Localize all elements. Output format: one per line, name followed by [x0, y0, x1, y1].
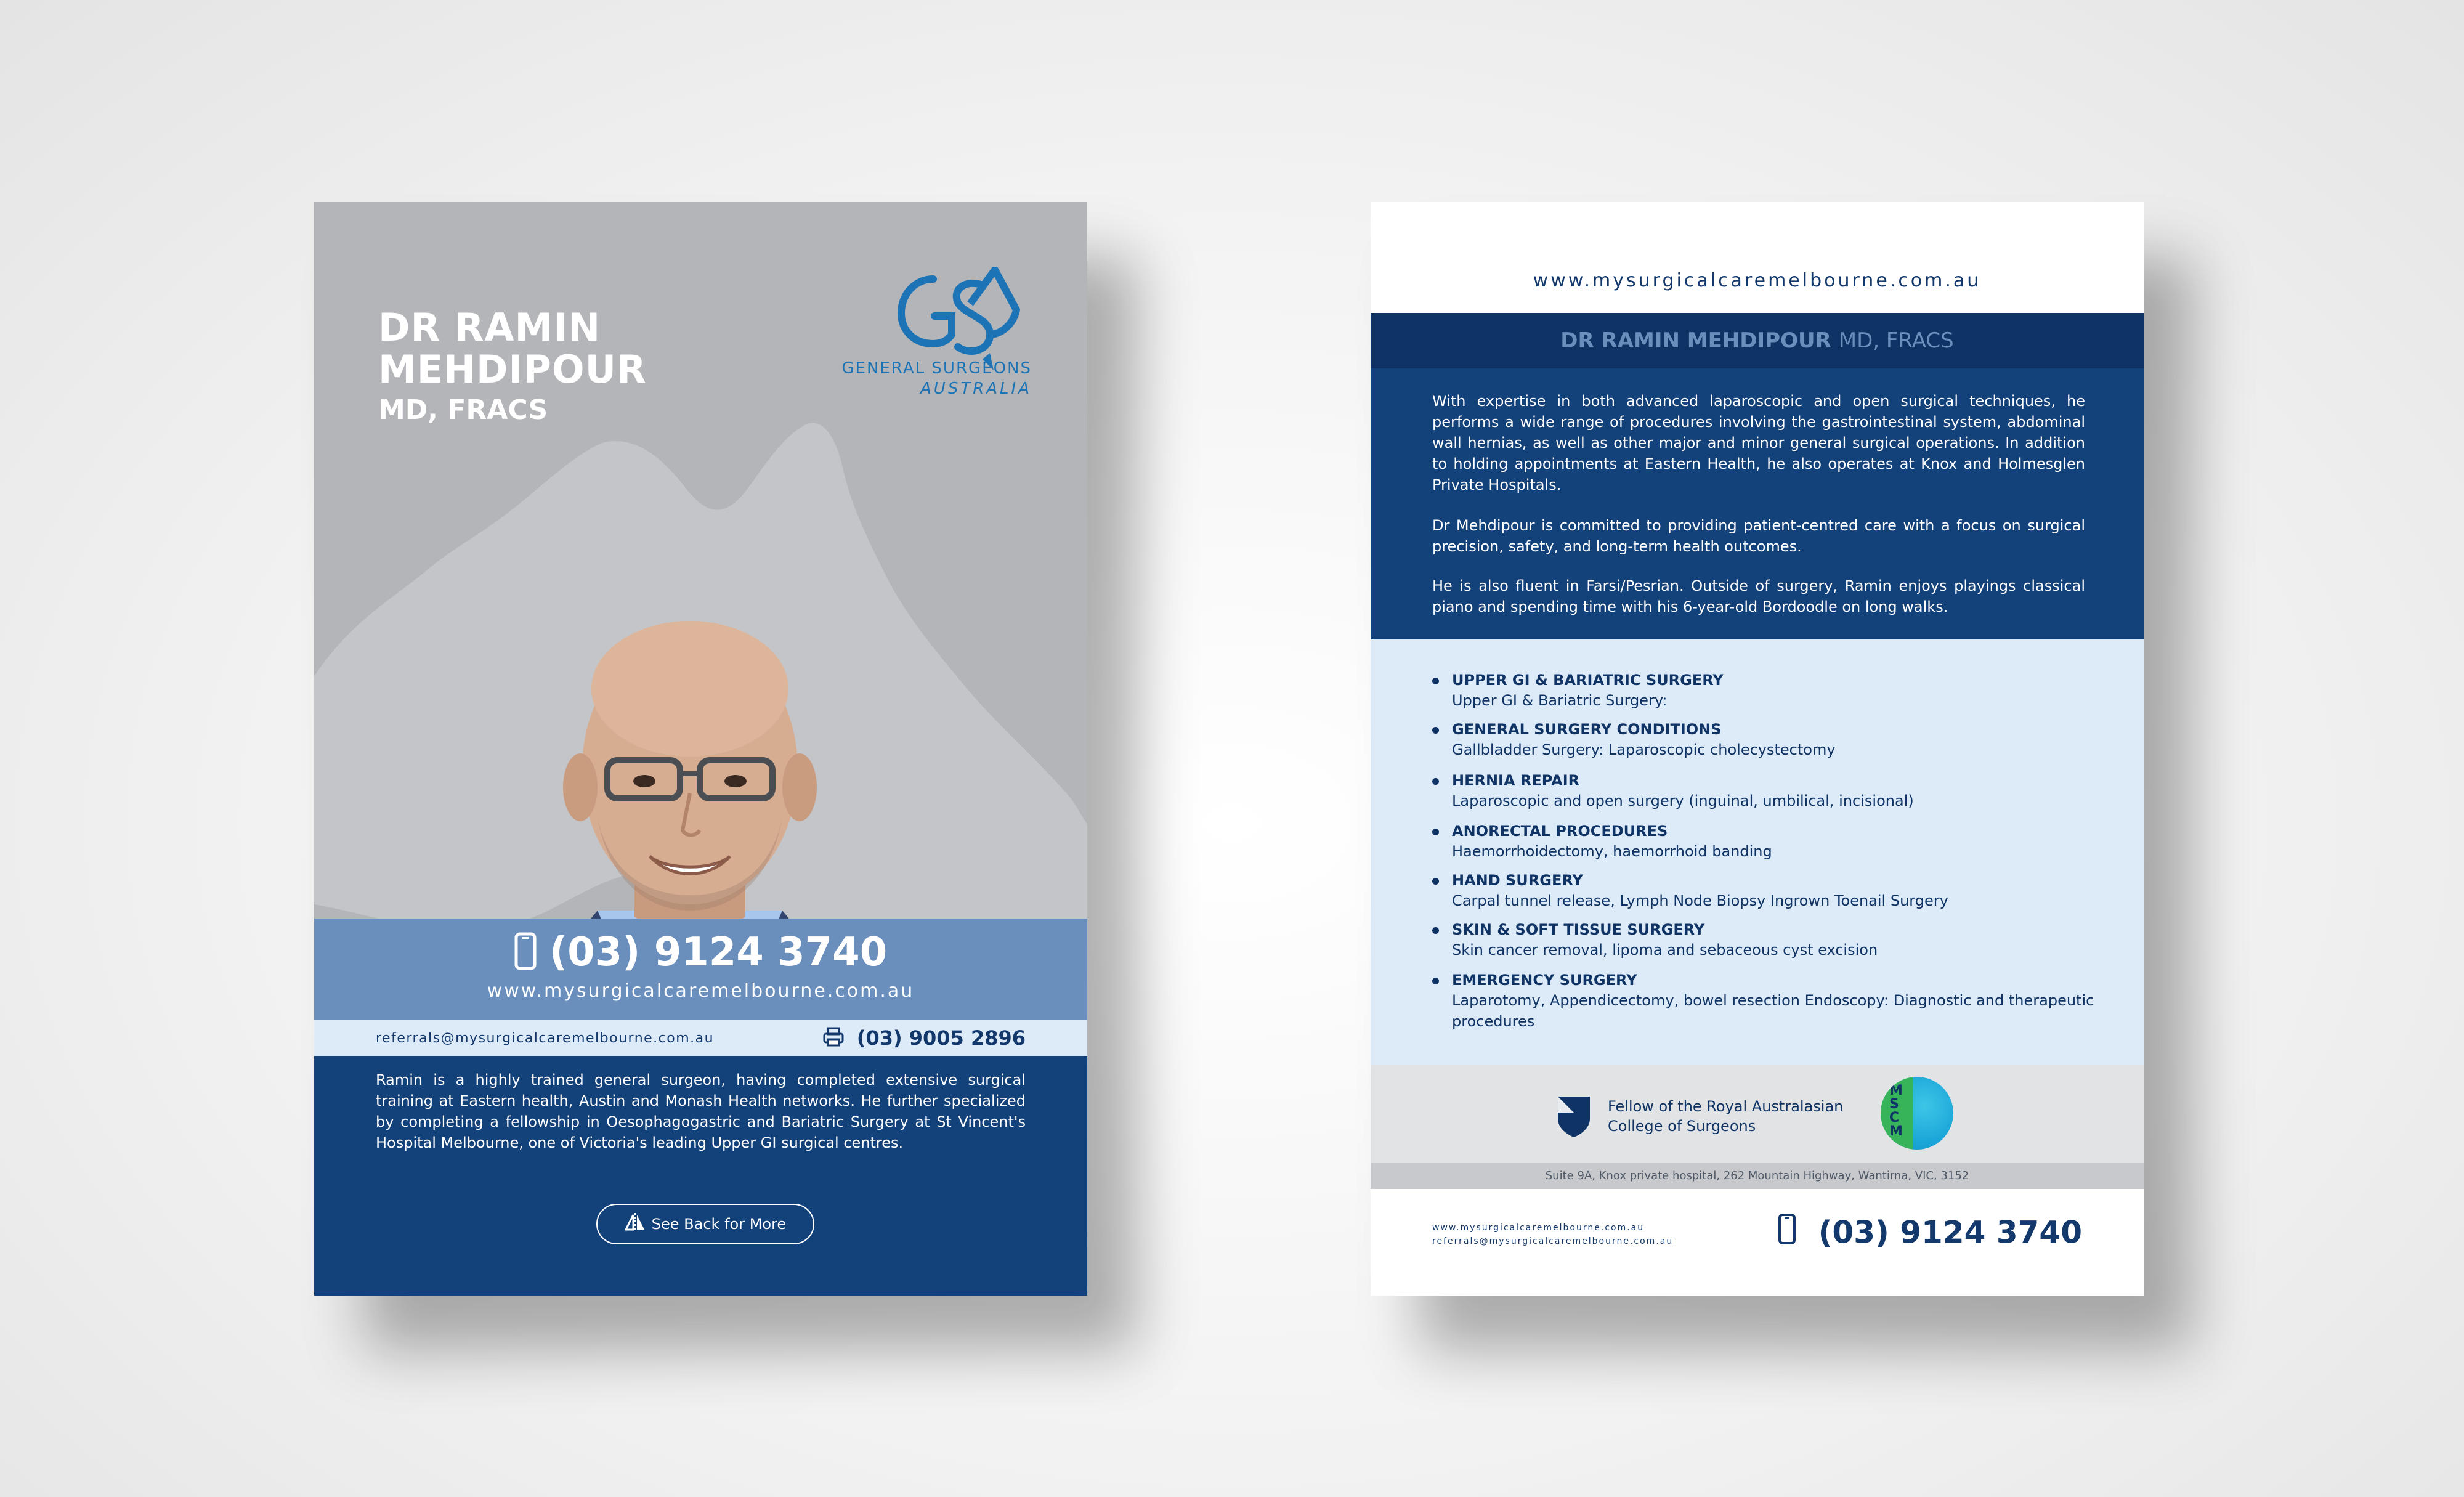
mobile-phone-icon: [514, 932, 537, 973]
service-item: [1432, 771, 2097, 811]
back-doctor-credentials: MD, FRACS: [1838, 328, 1954, 353]
service-title: HERNIA REPAIR: [1452, 772, 1580, 789]
service-desc: Laparotomy, Appendicectomy, bowel resection Endoscopy: Diagnostic and therapeutic procedures: [1452, 992, 2094, 1030]
mscm-logo-letters: MSCM: [1889, 1083, 1903, 1139]
front-email-link[interactable]: referrals@mysurgicalcaremelbourne.com.au: [376, 1031, 715, 1046]
service-title: ANORECTAL PROCEDURES: [1452, 822, 1668, 840]
footer-email-link[interactable]: referrals@mysurgicalcaremelbourne.com.au: [1432, 1236, 1674, 1246]
gsa-logo: [822, 267, 1032, 396]
mobile-phone-icon: [1778, 1213, 1796, 1252]
service-title: GENERAL SURGERY CONDITIONS: [1452, 721, 1722, 738]
front-phone-number: (03) 9124 3740: [549, 930, 888, 975]
bullet-icon: [1432, 778, 1439, 785]
back-bio-paragraph-3: He is also fluent in Farsi/Pesrian. Outside of surgery, Ramin enjoys playings classical piano and spending time with his 6-year-old Bordoodle on long walks.: [1432, 577, 2085, 615]
service-desc: Laparoscopic and open surgery (inguinal, umbilical, incisional): [1452, 792, 1914, 809]
service-desc: Carpal tunnel release, Lymph Node Biopsy Ingrown Toenail Surgery: [1452, 892, 1948, 909]
bullet-icon: [1432, 878, 1439, 885]
service-item: [1432, 870, 2097, 911]
doctor-name-line2: MEHDIPOUR: [378, 347, 647, 392]
back-doctor-name: DR RAMIN MEHDIPOUR: [1560, 328, 1831, 353]
front-fax-number: (03) 9005 2896: [856, 1026, 1026, 1050]
service-item: [1432, 670, 2097, 711]
services-list: [1371, 639, 2144, 1065]
service-desc: Skin cancer removal, lipoma and sebaceous cyst excision: [1452, 941, 1878, 959]
bullet-icon: [1432, 829, 1439, 835]
service-title: HAND SURGERY: [1452, 872, 1583, 889]
doctor-name-line1: DR RAMIN: [378, 305, 601, 350]
back-footer: [1371, 1189, 2144, 1296]
accreditations: [1371, 1065, 2144, 1163]
doctor-title-block: [378, 307, 647, 428]
contact-strip: [314, 1020, 1087, 1056]
see-back-label: See Back for More: [651, 1215, 787, 1233]
service-item: [1432, 920, 2097, 960]
address-bar: Suite 9A, Knox private hospital, 262 Mountain Highway, Wantirna, VIC, 3152: [1371, 1163, 2144, 1189]
racs-line-1: Fellow of the Royal Australasian: [1608, 1098, 1844, 1115]
service-item: [1432, 720, 2097, 760]
service-desc: Gallbladder Surgery: Laparoscopic cholecystectomy: [1452, 741, 1836, 758]
service-desc: Haemorrhoidectomy, haemorrhoid banding: [1452, 843, 1772, 860]
gsa-logo-text-line2: AUSTRALIA: [920, 379, 1032, 398]
mscm-logo: [1881, 1077, 1953, 1150]
back-website-link[interactable]: www.mysurgicalcaremelbourne.com.au: [1533, 270, 1982, 291]
footer-links: [1432, 1221, 1673, 1248]
service-title: SKIN & SOFT TISSUE SURGERY: [1452, 921, 1705, 938]
service-item: [1432, 970, 2097, 1032]
front-fax: [823, 1026, 1026, 1052]
back-phone-number: (03) 9124 3740: [1818, 1214, 2082, 1251]
back-bio-paragraph-1: With expertise in both advanced laparoscopic and open surgical techniques, he performs a wide range of procedures involving the gastrointestinal system, abdominal wall hernias, as well as other major and minor general surgical operations. In addition to holding appointments at Eastern Health, he also operates at Knox and Holmesglen Private Hospitals.: [1432, 392, 2085, 493]
front-bio-text: Ramin is a highly trained general surgeon, having completed extensive surgical training at Eastern health, Austin and Monash Health networks. He further specialized by completing a fellowship in Oesophagogastric and Bariatric Surgery at St Vincent's Hospital Melbourne, one of Victoria's leading Upper GI surgical centres.: [376, 1071, 1026, 1151]
back-header: [1371, 313, 2144, 368]
racs-line-2: College of Surgeons: [1608, 1118, 1756, 1135]
bullet-icon: [1432, 678, 1439, 684]
service-desc: Upper GI & Bariatric Surgery:: [1452, 692, 1668, 709]
racs-fellow-text: [1608, 1097, 1843, 1136]
flip-icon: [625, 1213, 646, 1235]
flyer-front: [314, 202, 1087, 1296]
service-title: EMERGENCY SURGERY: [1452, 972, 1637, 989]
back-bio-section: [1371, 368, 2144, 639]
service-item: [1432, 821, 2097, 862]
service-title: UPPER GI & BARIATRIC SURGERY: [1452, 671, 1724, 689]
doctor-credentials: MD, FRACS: [378, 394, 548, 426]
front-bio-section: [314, 1056, 1087, 1296]
see-back-button[interactable]: [596, 1204, 814, 1244]
gsa-logo-text-line1: GENERAL SURGEONS: [841, 359, 1032, 378]
front-website-link[interactable]: www.mysurgicalcaremelbourne.com.au: [487, 980, 915, 1002]
flyer-back: [1371, 202, 2144, 1296]
racs-shield-icon: [1555, 1094, 1592, 1141]
fax-icon: [823, 1027, 844, 1052]
bullet-icon: [1432, 727, 1439, 734]
footer-website-link[interactable]: www.mysurgicalcaremelbourne.com.au: [1432, 1223, 1645, 1233]
phone-band: [314, 919, 1087, 1020]
bullet-icon: [1432, 927, 1439, 934]
front-phone-row[interactable]: [314, 930, 1087, 975]
back-phone-row[interactable]: [1778, 1212, 2082, 1252]
bullet-icon: [1432, 978, 1439, 984]
back-bio-paragraph-2: Dr Mehdipour is committed to providing patient-centred care with a focus on surgical precision, safety, and long-term health outcomes.: [1432, 517, 2085, 555]
